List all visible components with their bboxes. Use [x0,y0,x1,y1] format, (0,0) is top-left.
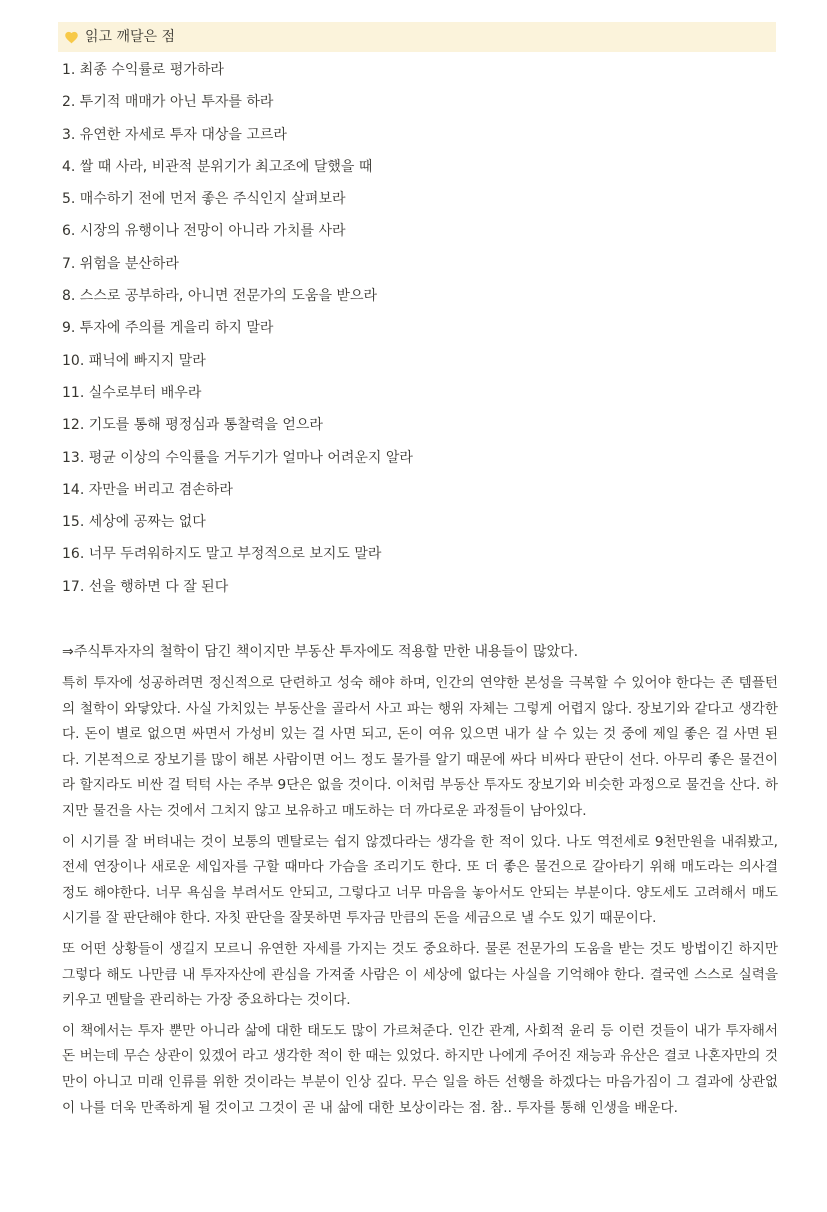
lesson-item: 3. 유연한 자세로 투자 대상을 고르라 [62,126,287,143]
lesson-item: 7. 위험을 분산하라 [62,255,179,272]
callout-header [58,22,776,52]
yellow-heart-icon [64,30,79,45]
lesson-item: 13. 평균 이상의 수익률을 거두기가 얼마나 어려운지 알라 [62,449,413,466]
lesson-item: 5. 매수하기 전에 먼저 좋은 주식인지 살펴보라 [62,191,346,208]
lesson-item: 2. 투기적 매매가 아닌 투자를 하라 [62,94,274,111]
body-paragraph: 특히 투자에 성공하려면 정신적으로 단련하고 성숙 해야 하며, 인간의 연약한 본성을 극복할 수 있어야 한다는 존 템플턴의 철학이 와닿았다. 사실 가치있는 부동산을 골라서 사고 파는 행위 자체는 그렇게 어렵지 않다. 장보기와 같다고 생각한다. 돈이 별로 없으면 싸면서 가성비 있는 걸 사면 되고, 돈이 여유 있으면 내가 살 수 있는 것 중에 제일 좋은 걸 사면 된다. 기본적으로 장보기를 많이 해본 사람이면 어느 정도 물가를 알기 때문에 싸다 비싸다 판단이 선다. 아무리 좋은 물건이라 할지라도 비싼 걸 턱턱 사는 주부 9단은 없을 것이다. 이처럼 부동산 투자도 장보기와 비슷한 과정으로 물건을 산다. 하지만 물건을 사는 것에서 그치지 않고 보유하고 매도하는 더 까다로운 과정들이 남아있다. [62,675,778,819]
lesson-item: 15. 세상에 공짜는 없다 [62,514,206,531]
lesson-item: 6. 시장의 유행이나 전망이 아니라 가치를 사라 [62,223,346,240]
body-paragraphs [62,671,778,1126]
lesson-item: 1. 최종 수익률로 평가하라 [62,62,224,78]
lesson-item: 11. 실수로부터 배우라 [62,384,202,401]
body-paragraph: 이 책에서는 투자 뿐만 아니라 삶에 대한 태도도 많이 가르쳐준다. 인간 관계, 사회적 윤리 등 이런 것들이 내가 투자해서 돈 버는데 무슨 상관이 있겠어 라고 생각한 적이 한 때는 있었다. 하지만 나에게 주어진 재능과 유산은 결코 나혼자만의 것만이 아니고 미래 인류를 위한 것이라는 부분이 인상 깊다. 무슨 일을 하든 선행을 하겠다는 마음가짐이 그 결과에 상관없이 나를 더욱 만족하게 될 것이고 그것이 곧 내 삶에 대한 보상이라는 점. 참.. 투자를 통해 인생을 배운다. [62,1022,778,1116]
lesson-item: 4. 쌀 때 사라, 비관적 분위기가 최고조에 달했을 때 [62,158,373,175]
lesson-item: 14. 자만을 버리고 겸손하라 [62,481,233,498]
body-paragraph: 이 시기를 잘 버텨내는 것이 보통의 멘탈로는 쉽지 않겠다라는 생각을 한 적이 있다. 나도 역전세로 9천만원을 내줘봤고, 전세 연장이나 새로운 세입자를 구할 때마다 가슴을 조리기도 한다. 또 더 좋은 물건으로 갈아타기 위해 매도라는 의사결정도 해야한다. 너무 욕심을 부려서도 안되고, 그렇다고 너무 마음을 놓아서도 안되는 부분이다. 양도세도 고려해서 매도시기를 잘 판단해야 한다. 자칫 판단을 잘못하면 투자금 만큼의 돈을 세금으로 낼 수도 있기 때문이다. [62,833,778,927]
lesson-item: 10. 패닉에 빠지지 말라 [62,352,206,369]
lesson-item: 16. 너무 두려워하지도 말고 부정적으로 보지도 말라 [62,546,382,563]
summary-line: ⇒주식투자자의 철학이 담긴 책이지만 부동산 투자에도 적용할 만한 내용들이 많았다. [62,644,579,660]
lessons-list [62,54,776,603]
lesson-item: 8. 스스로 공부하라, 아니면 전문가의 도움을 받으라 [62,288,377,305]
body-paragraph: 또 어떤 상황들이 생길지 모르니 유연한 자세를 가지는 것도 중요하다. 물론 전문가의 도움을 받는 것도 방법이긴 하지만 그렇다 해도 나만큼 내 투자자산에 관심을 가져줄 사람은 이 세상에 없다는 사실을 기억해야 한다. 결국엔 스스로 실력을 키우고 멘탈을 관리하는 가장 중요하다는 것이다. [62,940,778,1009]
lesson-item: 12. 기도를 통해 평정심과 통찰력을 얻으라 [62,417,323,434]
lesson-item: 9. 투자에 주의를 게을리 하지 말라 [62,320,274,337]
callout-title: 읽고 깨달은 점 [85,29,176,45]
lesson-item: 17. 선을 행하면 다 잘 된다 [62,578,229,595]
